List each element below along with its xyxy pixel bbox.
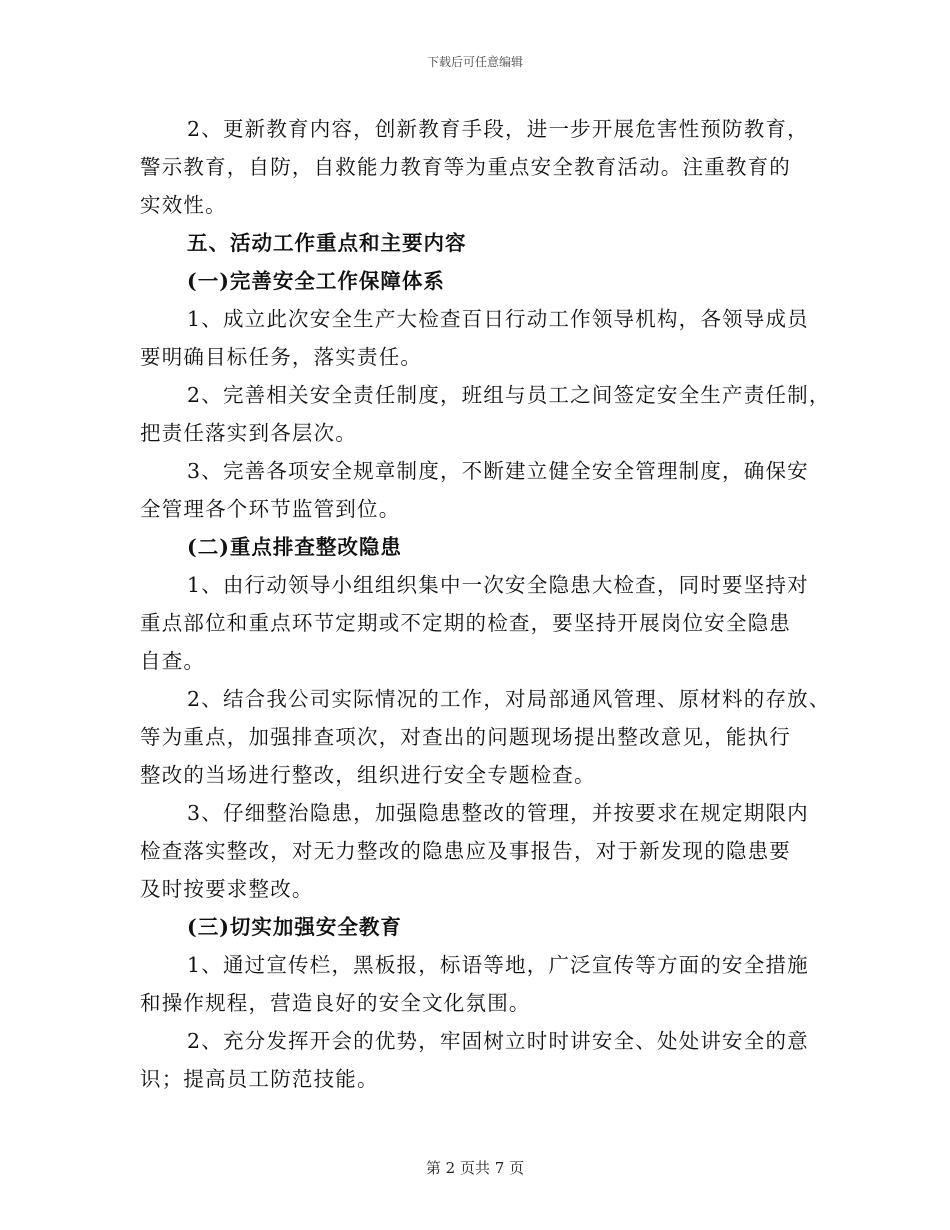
paragraph-line: 3、仔细整治隐患，加强隐患整改的管理，并按要求在规定期限内 <box>187 801 809 825</box>
paragraph-line: 3、完善各项安全规章制度，不断建立健全安全管理制度，确保安 <box>187 459 809 483</box>
paragraph-line: 自查。 <box>140 649 206 673</box>
paragraph-line: 1、由行动领导小组组织集中一次安全隐患大检查，同时要坚持对 <box>187 573 809 597</box>
paragraph-line: 警示教育，自防，自救能力教育等为重点安全教育活动。注重教育的 <box>140 155 791 179</box>
paragraph-line: 重点部位和重点环节定期或不定期的检查，要坚持开展岗位安全隐患 <box>140 611 791 635</box>
subsection-heading: (二)重点排查整改隐患 <box>187 535 402 559</box>
page-footer: 第 2 页共 7 页 <box>425 1159 525 1177</box>
paragraph-line: 等为重点，加强排查项次，对查出的问题现场提出整改意见，能执行 <box>140 725 791 749</box>
paragraph-line: 1、成立此次安全生产大检查百日行动工作领导机构，各领导成员 <box>187 307 809 331</box>
paragraph-line: 2、结合我公司实际情况的工作，对局部通风管理、原材料的存放、 <box>187 687 831 711</box>
paragraph-line: 要明确目标任务，落实责任。 <box>140 345 423 369</box>
page-header: 下载后可任意编辑 <box>426 55 523 69</box>
paragraph-line: 2、更新教育内容，创新教育手段，进一步开展危害性预防教育， <box>187 117 809 141</box>
section-heading: 五、活动工作重点和主要内容 <box>187 231 467 255</box>
document-body <box>140 110 830 1098</box>
paragraph-line: 整改的当场进行整改，组织进行安全专题检查。 <box>140 763 596 787</box>
paragraph-line: 实效性。 <box>140 193 227 217</box>
subsection-heading: (一)完善安全工作保障体系 <box>187 269 445 293</box>
paragraph-line: 全管理各个环节监管到位。 <box>140 497 401 521</box>
paragraph-line: 把责任落实到各层次。 <box>140 421 357 445</box>
paragraph-line: 及时按要求整改。 <box>140 877 314 901</box>
subsection-heading: (三)切实加强安全教育 <box>187 915 402 939</box>
paragraph-line: 1、通过宣传栏，黑板报，标语等地，广泛宣传等方面的安全措施 <box>187 953 809 977</box>
paragraph-line: 2、充分发挥开会的优势，牢固树立时时讲安全、处处讲安全的意 <box>187 1029 809 1053</box>
paragraph-line: 检查落实整改，对无力整改的隐患应及事报告，对于新发现的隐患要 <box>140 839 791 863</box>
paragraph-line: 和操作规程，营造良好的安全文化氛围。 <box>140 991 531 1015</box>
paragraph-line: 2、完善相关安全责任制度，班组与员工之间签定安全生产责任制， <box>187 383 831 407</box>
paragraph-line: 识；提高员工防范技能。 <box>140 1067 379 1091</box>
